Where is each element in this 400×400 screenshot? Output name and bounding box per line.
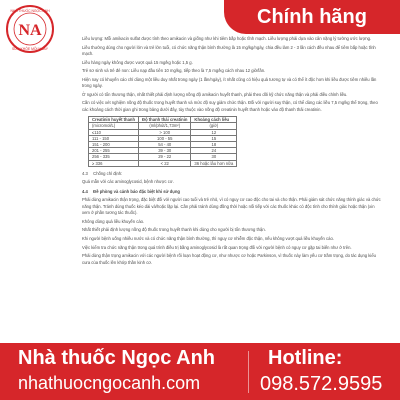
badge-label: Chính hãng <box>257 5 367 28</box>
doc-paragraph: Phải dùng amikacin thận trọng, đặc biệt đối với người cao tuổi và trẻ nhỏ, vì có nguy cơ cao độc cho tai và cho thận. Phải giám sát chức năng thính giác và chức năng thận. Tránh dùng thuốc kéo dài và/hoặc lặp lại. Cần phải tránh dùng đồng thời hoặc nối tiếp với các thuốc khác có độc tính cho thính giác hoặc thận (xin xem ở phần tương tác thuốc). <box>82 197 381 216</box>
footer-banner <box>0 343 400 400</box>
doc-paragraph: Liều thường dùng cho người lớn và trẻ lớn tuổi, có chức năng thận bình thường là 15 mg/kg/ngày, chia đều làm 2 - 3 lần cách đều nhau để tiêm bắp hoặc tĩnh mạch. <box>82 44 376 56</box>
table-cell: 39 - 30 <box>139 148 191 154</box>
table-cell: 18 <box>191 142 237 148</box>
table-unit: (micromol/L) <box>89 123 139 129</box>
table-cell: 100 - 55 <box>139 135 191 141</box>
table-cell: 201 - 255 <box>89 148 139 154</box>
table-cell: 256 - 335 <box>89 154 139 160</box>
dosage-table <box>88 116 237 167</box>
table-cell: < 22 <box>139 160 191 166</box>
doc-paragraph: Trẻ sơ sinh và trẻ đẻ non: Liều nạp đầu tiên 10 mg/kg, tiếp theo là 7,5 mg/kg cách nhau 12 giờ/lần. <box>82 68 266 74</box>
table-units-row <box>89 123 237 129</box>
authentic-badge <box>224 0 400 34</box>
table-row <box>89 160 237 166</box>
doc-paragraph: Khi người bệnh uống nhiều nước và có chức năng thận bình thường, thì nguy cơ nhiễm độc thận, nếu không vượt quá liều khuyến cáo. <box>82 236 334 241</box>
doc-paragraph: Nhất thiết phải định lượng nồng độ thuốc trong huyết thanh khi dùng cho người bị tổn thương thận. <box>82 227 266 233</box>
pharmacy-logo <box>4 4 56 54</box>
section-heading-precautions <box>82 189 382 195</box>
table-unit: (giờ) <box>191 123 237 129</box>
logo-monogram: NA <box>18 22 42 39</box>
table-header: Creatinin huyết thanh <box>89 117 139 123</box>
table-cell: 36 hoặc lâu hơn nữa <box>191 160 237 166</box>
doc-paragraph: Liều lượng: Mỗi amikacin sulfat được tính theo amikacin và giống như khi tiêm bắp hoặc tĩnh mạch. Liều lượng phải dựa vào cân nặng lý tưởng ước lượng. <box>82 36 372 41</box>
logo-top-text: NHÀ THUỐC NGỌC ANH <box>10 9 50 13</box>
table-cell: > 100 <box>139 129 191 135</box>
hotline-phone[interactable]: 098.572.9595 <box>260 373 383 395</box>
table-cell: ≤110 <box>89 129 139 135</box>
doc-paragraph: Quá mẫn với các aminoglycosid, bệnh nhược cơ. <box>82 179 174 185</box>
table-cell: 111 - 150 <box>89 135 139 141</box>
table-cell: 30 <box>191 154 237 160</box>
table-cell: 54 - 40 <box>139 142 191 148</box>
table-cell: ≥ 336 <box>89 160 139 166</box>
table-cell: 151 - 200 <box>89 142 139 148</box>
doc-paragraph: Cần có việc xét nghiệm nồng độ thuốc trong huyết thanh và mức độ suy giảm chức thận. Đối với người suy thận, có thể dùng các liều 7,5 mg/kg thể trọng, theo các khoảng cách thời gian ghi trong bảng dưới đây, tùy thuộc vào nồng độ creatinin huyết thanh hoặc vào độ thanh thải creatinin. <box>82 100 378 112</box>
hotline-label: Hotline: <box>268 347 343 369</box>
doc-paragraph: Hiện nay có khuyến cáo chỉ dùng một liều duy nhất trong ngày (1 lần/ngày), ít nhất cũng có hiệu quả tương tự và có thể ít độc hơn khi liều được tiêm nhiều lần trong ngày. <box>82 76 377 89</box>
doc-paragraph: Liều hàng ngày không được vượt quá 15 mg/kg hoặc 1,5 g. <box>82 59 193 65</box>
section-number: 4.3 <box>82 170 88 176</box>
table-header: Khoảng cách liều <box>191 117 237 123</box>
doc-paragraph: Phải dùng thận trọng amikacin với các người bệnh rối loạn hoạt động cơ, như nhược cơ hoặc Parkinson, vì thuốc này làm yếu cơ trầm trọng, do tác dụng kiểu cura của thuốc lên khớp thần kinh cơ. <box>82 253 376 265</box>
doc-paragraph: Không dùng quá liều khuyến cáo. <box>82 218 145 224</box>
section-heading-contraindications <box>82 171 382 177</box>
table-body <box>89 129 237 166</box>
table-cell: 24 <box>191 148 237 154</box>
table-cell: 12 <box>191 129 237 135</box>
logo-bottom-text: SỨC KHỎE MỖI NGÀY <box>11 47 49 51</box>
section-title: Chống chỉ định: <box>93 170 123 176</box>
leaflet-document <box>82 36 382 342</box>
table-cell: 29 - 22 <box>139 154 191 160</box>
table-cell: 15 <box>191 135 237 141</box>
doc-paragraph: Ở người có tổn thương thận, nhất thiết phải định lượng nồng độ amikacin huyết thanh, phải theo dõi kỹ chức năng thận và phải điều chỉnh liều. <box>82 91 348 97</box>
section-title: Đề phòng và cảnh báo đặc biệt khi sử dụng <box>93 188 180 194</box>
shop-name: Nhà thuốc Ngọc Anh <box>18 347 216 369</box>
doc-paragraph: Việc kiểm tra chức năng thận trong quá trình điều trị bằng aminoglycosid là rất quan trọng đối với người bệnh có nguy cơ gặp tai biến như ở trên. <box>82 244 352 250</box>
website-link[interactable]: nhathuocngocanh.com <box>18 373 201 393</box>
section-number: 4.4 <box>82 188 88 194</box>
footer-divider <box>248 351 249 393</box>
table-unit: (ml/phút/1,73m²) <box>139 123 191 129</box>
table-header: Độ thanh thải creatinin <box>139 117 191 123</box>
table-header-row <box>89 117 237 123</box>
